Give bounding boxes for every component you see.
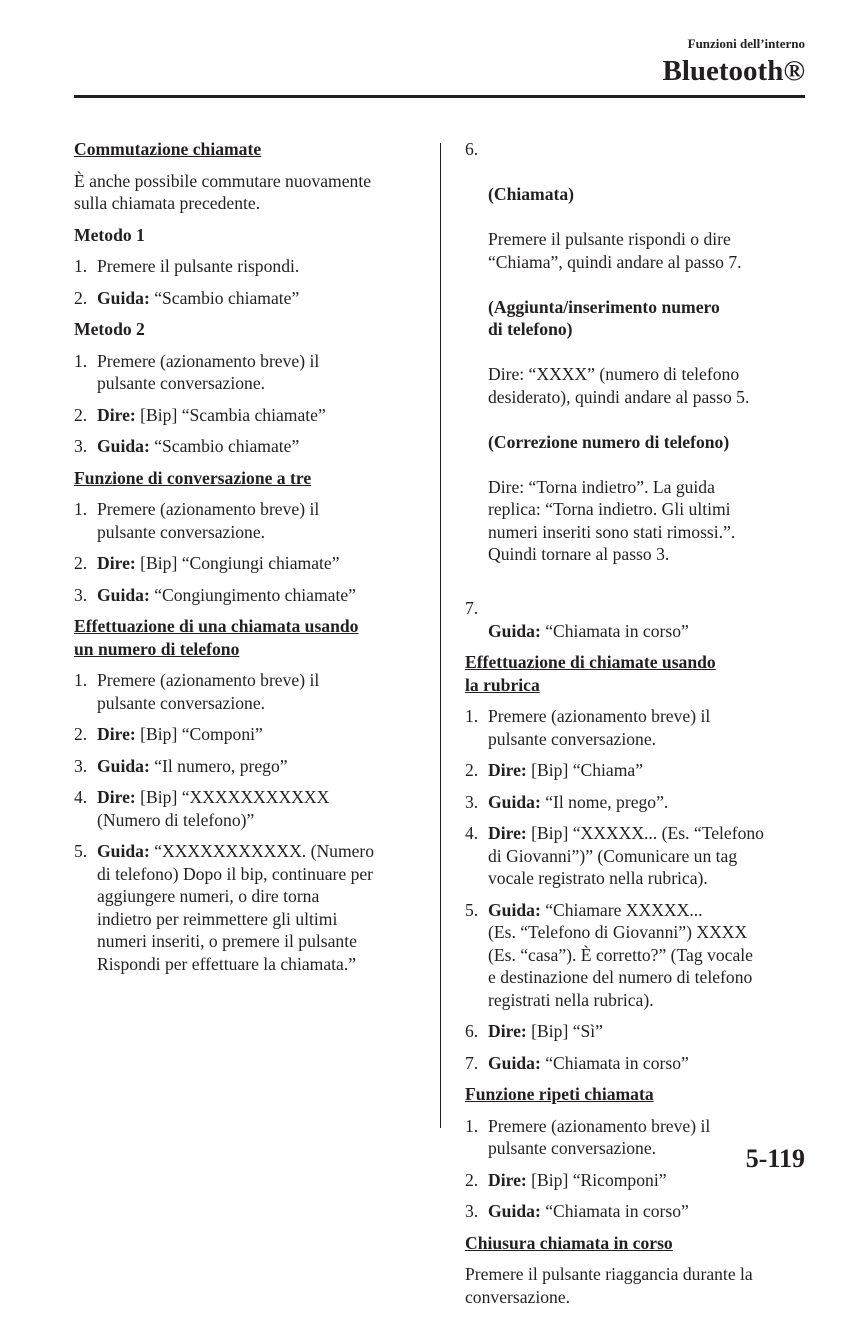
step-number: 4. <box>465 823 479 843</box>
page-number: 5-119 <box>745 1144 805 1173</box>
step-keyword: Dire: <box>97 724 136 744</box>
step-text: Premere (azionamento breve) il pulsante conversazione. <box>97 350 320 393</box>
step-text: [Bip] “Scambia chiamate” <box>135 404 326 425</box>
step-keyword: Guida: <box>488 1052 541 1073</box>
step-6-heading-chiamata: (Chiamata) <box>488 184 575 204</box>
step-number: 7. <box>465 598 479 618</box>
step-number: 2. <box>74 404 88 425</box>
list-item <box>465 1200 810 1223</box>
intro-paragraph: È anche possibile commutare nuovamente sulla chiamata precedente. <box>74 170 372 213</box>
step-text: Premere (azionamento breve) il pulsante conversazione. <box>488 706 711 749</box>
step-number: 2. <box>74 287 88 308</box>
step-number: 6. <box>465 139 479 159</box>
step-text: “Chiamata in corso” <box>540 1201 689 1221</box>
step-number: 2. <box>465 760 479 780</box>
list-item <box>74 723 419 746</box>
step-text: Premere (azionamento breve) il pulsante conversazione. <box>488 1115 711 1158</box>
step-text: “XXXXXXXXXXX. (Numero di telefono) Dopo il bip, continuare per aggiungere numeri, o dire torna indietro per reimmettere gli ultimi numeri inseriti, o premere il pulsante Rispondi per effettuare la chiamata.” <box>97 841 375 974</box>
step-keyword: Dire: <box>97 787 136 807</box>
section-label: Funzioni dell’interno <box>687 36 805 51</box>
step-6-text-correzione: Dire: “Torna indietro”. La guida replica: “Torna indietro. Gli ultimi numeri inseriti sono stati rimossi.”. Quindi tornare al passo 3. <box>488 476 736 564</box>
step-6-heading-aggiunta: (Aggiunta/inserimento numero di telefono) <box>488 296 720 339</box>
list-method-1 <box>74 255 419 309</box>
list-item <box>74 552 419 575</box>
step-text: [Bip] “Congiungi chiamate” <box>135 553 340 573</box>
step-text: [Bip] “Ricomponi” <box>526 1169 667 1190</box>
step-text: “Scambio chiamate” <box>149 287 300 308</box>
list-chiamate-rubrica <box>465 705 810 1074</box>
step-number: 1. <box>465 706 479 726</box>
step-number: 4. <box>74 787 88 807</box>
step-keyword: Guida: <box>488 899 541 920</box>
heading-conversazione-a-tre: Funzione di conversazione a tre <box>74 467 312 488</box>
step-keyword: Dire: <box>488 1169 527 1190</box>
step-keyword: Dire: <box>488 823 527 843</box>
step-6 <box>465 138 810 588</box>
step-text: “Scambio chiamate” <box>149 436 300 456</box>
step-text: [Bip] “Sì” <box>526 1021 603 1041</box>
step-number: 5. <box>74 841 88 861</box>
step-number: 2. <box>74 553 88 573</box>
column-divider <box>440 143 441 1128</box>
step-number: 3. <box>465 791 479 812</box>
step-keyword: Guida: <box>97 287 150 308</box>
list-item <box>74 755 419 778</box>
step-number: 6. <box>465 1021 479 1041</box>
step-text: “Il nome, prego”. <box>540 791 669 812</box>
method-2-heading: Metodo 2 <box>74 319 145 339</box>
list-item <box>465 1020 810 1043</box>
method-1-heading: Metodo 1 <box>74 224 145 245</box>
list-item <box>74 498 419 543</box>
right-column <box>465 138 810 1317</box>
step-number: 1. <box>74 499 88 519</box>
step-keyword: Dire: <box>97 404 136 425</box>
list-item <box>74 584 419 607</box>
step-text: [Bip] “XXXXX... (Es. “Telefono di Giovanni”)” (Comunicare un tag vocale registrato nella rubrica). <box>488 823 764 888</box>
left-column <box>74 138 419 984</box>
step-number: 1. <box>74 670 88 690</box>
list-item <box>465 899 810 1012</box>
step-number: 1. <box>465 1115 479 1136</box>
step-6-text-chiamata: Premere il pulsante rispondi o dire “Chiama”, quindi andare al passo 7. <box>488 229 742 272</box>
step-keyword: Guida: <box>97 755 150 776</box>
list-item <box>74 840 419 975</box>
step-text: “Chiamare XXXXX... (Es. “Telefono di Giovanni”) XXXX (Es. “casa”). È corretto?” (Tag vocale e destinazione del numero di telefono registrati nella rubrica). <box>488 899 753 1010</box>
step-number: 5. <box>465 899 479 920</box>
step-text: [Bip] “XXXXXXXXXXX (Numero di telefono)” <box>97 787 330 830</box>
step-6-text-aggiunta: Dire: “XXXX” (numero di telefono desiderato), quindi andare al passo 5. <box>488 364 750 407</box>
heading-chiusura-chiamata: Chiusura chiamata in corso <box>465 1232 673 1253</box>
list-chiamata-numero <box>74 669 419 975</box>
step-text: “Il numero, prego” <box>149 755 288 776</box>
list-item <box>74 669 419 714</box>
step-number: 3. <box>74 584 88 605</box>
step-keyword: Guida: <box>488 791 541 812</box>
list-method-2 <box>74 350 419 458</box>
step-6-heading-correzione: (Correzione numero di telefono) <box>488 431 730 452</box>
header-rule <box>74 95 805 98</box>
step-number: 3. <box>74 755 88 776</box>
list-item <box>465 705 810 750</box>
step-keyword: Guida: <box>488 1201 541 1221</box>
step-text: Premere (azionamento breve) il pulsante conversazione. <box>97 499 320 542</box>
step-number: 3. <box>74 436 88 456</box>
step-number: 7. <box>465 1052 479 1073</box>
step-number: 1. <box>74 256 88 276</box>
step-text: [Bip] “Componi” <box>135 724 263 744</box>
step-keyword: Dire: <box>488 1021 527 1041</box>
list-item <box>74 255 419 278</box>
step-number: 2. <box>465 1169 479 1190</box>
page-title: Bluetooth® <box>662 55 805 87</box>
heading-ripeti-chiamata: Funzione ripeti chiamata <box>465 1084 654 1104</box>
list-item <box>465 822 810 890</box>
step-text: [Bip] “Chiama” <box>526 760 644 780</box>
step-keyword: Dire: <box>97 553 136 573</box>
step-7 <box>465 597 810 642</box>
step-keyword: Guida: <box>488 620 541 641</box>
heading-commutazione: Commutazione chiamate <box>74 139 262 159</box>
heading-chiamate-rubrica: Effettuazione di chiamate usando la rubrica <box>465 652 716 695</box>
list-item <box>74 287 419 310</box>
list-item <box>74 435 419 458</box>
list-item <box>465 1052 810 1075</box>
step-keyword: Guida: <box>97 584 150 605</box>
step-text: “Chiamata in corso” <box>540 620 689 641</box>
list-item <box>74 350 419 395</box>
step-keyword: Dire: <box>488 760 527 780</box>
step-text: Premere (azionamento breve) il pulsante conversazione. <box>97 670 320 713</box>
step-number: 1. <box>74 350 88 371</box>
step-number: 2. <box>74 724 88 744</box>
list-conversazione-a-tre <box>74 498 419 606</box>
step-number: 3. <box>465 1201 479 1221</box>
step-text: “Congiungimento chiamate” <box>149 584 356 605</box>
closing-paragraph: Premere il pulsante riaggancia durante la conversazione. <box>465 1264 753 1307</box>
step-keyword: Guida: <box>97 436 150 456</box>
step-keyword: Guida: <box>97 841 150 861</box>
step-text: “Chiamata in corso” <box>540 1052 689 1073</box>
heading-chiamata-numero: Effettuazione di una chiamata usando un numero di telefono <box>74 616 359 659</box>
list-item <box>74 404 419 427</box>
list-item <box>465 791 810 814</box>
list-item <box>465 759 810 782</box>
list-item <box>74 786 419 831</box>
step-text: Premere il pulsante rispondi. <box>97 256 300 276</box>
